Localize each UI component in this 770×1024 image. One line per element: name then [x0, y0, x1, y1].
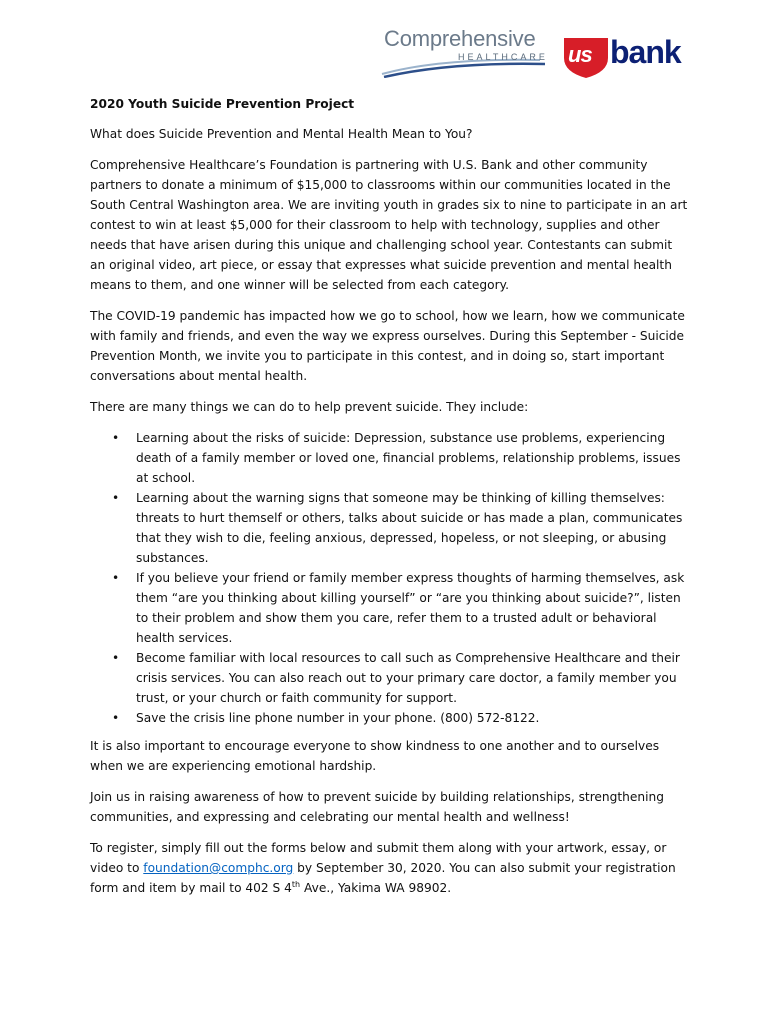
- list-item: • Learning about the risks of suicide: Depression, substance use problems, experiencing death of a family member or loved one, financial problems, relationship problems, issues at school.: [90, 428, 690, 488]
- usbank-logo: [564, 36, 694, 82]
- email-link[interactable]: foundation@comphc.org: [143, 861, 294, 875]
- comprehensive-healthcare-logo: [380, 26, 555, 82]
- ordinal-suffix: th: [291, 879, 301, 889]
- document-title: 2020 Youth Suicide Prevention Project: [90, 97, 355, 111]
- register-text-after: Ave., Yakima WA 98902.: [300, 881, 452, 895]
- list-item: • Learning about the warning signs that someone may be thinking of killing themselves: threats to hurt themself or others, talks about suicide or has made a plan, communicates that they wish to die, feeling anxious, depressed, hopeless, or not sleeping, or abusing substances.: [90, 488, 690, 568]
- header-logos: [380, 26, 710, 86]
- document-question: What does Suicide Prevention and Mental Health Mean to You?: [90, 127, 473, 141]
- ch-logo-subtitle: HEALTHCARE: [458, 52, 548, 62]
- usbank-logo-us: us: [568, 42, 592, 67]
- prevention-list: [90, 428, 690, 728]
- list-item: • Become familiar with local resources to call such as Comprehensive Healthcare and their crisis services. You can also reach out to your primary care doctor, a family member you trust, or your church or faith community for support.: [90, 648, 690, 708]
- register-text-middle: by September 30, 2020. You can also submit your registration form and item by mail to 402 S 4: [90, 861, 676, 895]
- paragraph-kindness: It is also important to encourage everyone to show kindness to one another and to ourselves when we are experiencing emotional hardship.: [90, 739, 660, 773]
- list-item: • Save the crisis line phone number in your phone. (800) 572-8122.: [90, 708, 690, 728]
- list-item: • If you believe your friend or family member express thoughts of harming themselves, ask them “are you thinking about killing yourself” or “are you thinking about suicide?”, listen to their problem and show them you care, refer them to a trusted adult or behavioral health services.: [90, 568, 690, 648]
- document-body: [90, 94, 690, 909]
- ch-logo-name: Comprehensive: [384, 26, 536, 51]
- paragraph-register: [90, 838, 690, 898]
- register-text-before: To register, simply fill out the forms below and submit them along with your artwork, essay, or video to: [90, 841, 667, 875]
- paragraph-list-intro: There are many things we can do to help prevent suicide. They include:: [90, 400, 529, 414]
- paragraph-covid: The COVID-19 pandemic has impacted how we go to school, how we learn, how we communicate with family and friends, and even the way we express ourselves. During this September - Suicide Prevention Month, we invite you to participate in this contest, and in doing so, start important conversations about mental health.: [90, 309, 685, 383]
- paragraph-intro: Comprehensive Healthcare’s Foundation is partnering with U.S. Bank and other community partners to donate a minimum of $15,000 to classrooms within our communities located in the South Central Washington area. We are inviting youth in grades six to nine to participate in an art contest to win at least $5,000 for their classroom to help with technology, supplies and other needs that have arisen during this unique and challenging school year. Contestants can submit an original video, art piece, or essay that expresses what suicide prevention and mental health means to them, and one winner will be selected from each category.: [90, 158, 688, 292]
- paragraph-join: Join us in raising awareness of how to prevent suicide by building relationships, strengthening communities, and expressing and celebrating our mental health and wellness!: [90, 790, 664, 824]
- usbank-logo-bank: bank: [610, 34, 681, 70]
